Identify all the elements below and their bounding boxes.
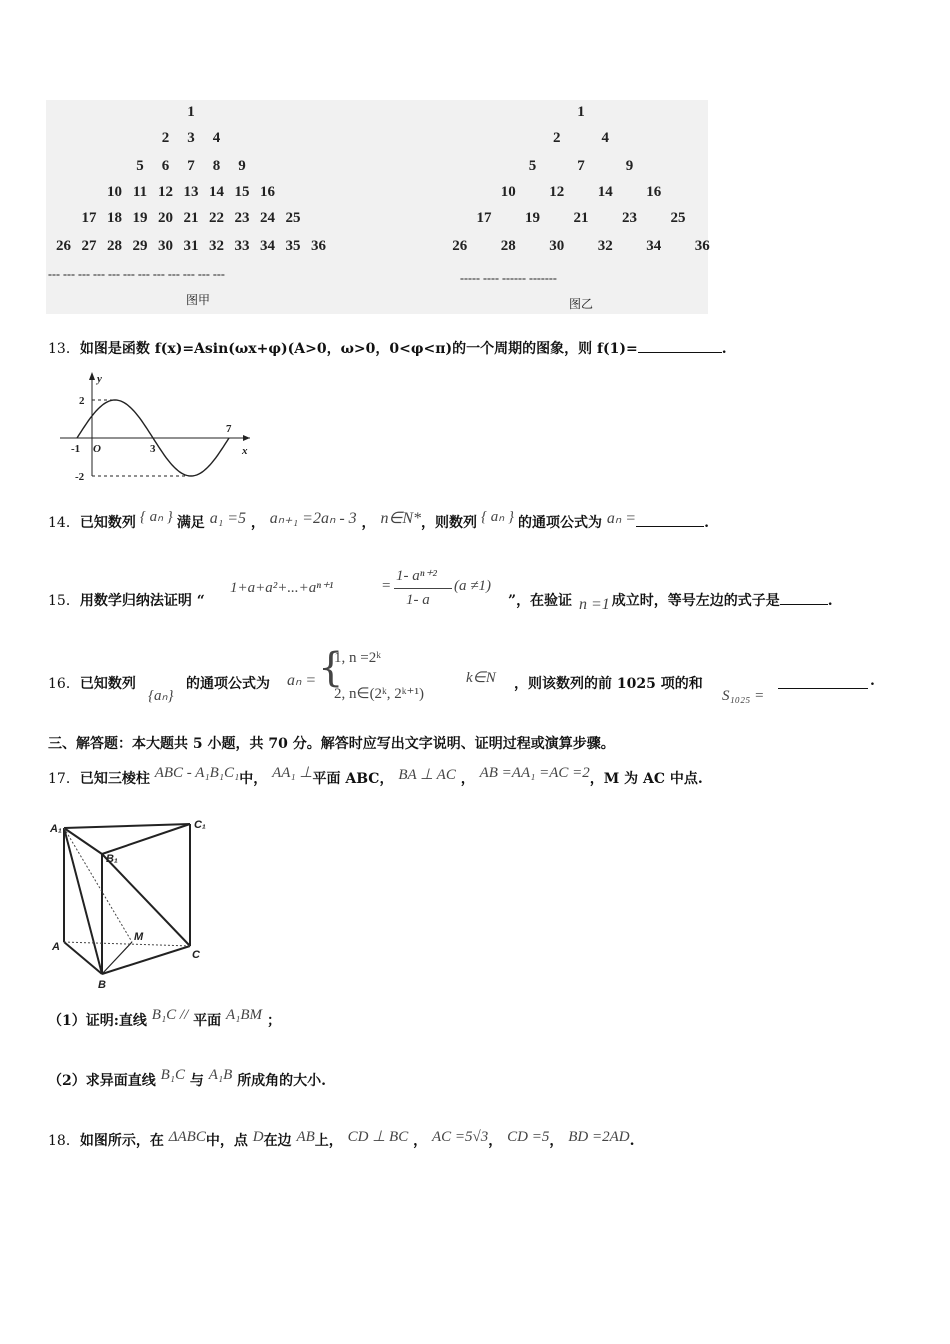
left-triangle-number: 34 (260, 238, 275, 254)
q13-function: f(x)=Asin(ωx+φ)(A>0，ω>0，0<φ<π) (154, 341, 453, 357)
q16-text3-wrap (514, 673, 703, 693)
q14-cond3: n∈N* (380, 510, 422, 527)
question-15: 15．用数学归纳法证明 “ (48, 593, 205, 609)
prism-vertex-label: A₁ (50, 823, 62, 835)
q17-p1-text: （1）证明:直线 (48, 1013, 147, 1029)
left-triangle-number: 12 (158, 184, 173, 200)
q17-p2-text: （2）求异面直线 (48, 1073, 156, 1089)
right-triangle-number: 9 (625, 158, 634, 174)
q18-cond1: CD ⊥ BC (347, 1129, 409, 1145)
right-triangle-number: 12 (549, 184, 565, 200)
q16-sequence: {aₙ} (148, 688, 174, 704)
q14-cond2: aₙ₊₁ =2aₙ - 3 (269, 510, 357, 527)
q17-p1-end: ； (266, 1013, 281, 1029)
prism-vertex-label: A (52, 941, 60, 953)
left-triangle-number: 20 (158, 210, 173, 226)
left-triangle-number: 10 (107, 184, 122, 200)
left-triangle-number: 32 (209, 238, 224, 254)
right-triangle-number: 36 (694, 238, 710, 254)
question-18: 18．如图所示，在 ΔABC中，点 D在边 AB上， CD ⊥ BC ， AC =5√3， CD =5， BD =2AD. (48, 1129, 635, 1149)
question-13 (48, 338, 727, 358)
left-triangle-number: 36 (311, 238, 326, 254)
q14-text1: 已知数列 (79, 515, 136, 531)
q16-an-label: aₙ = (287, 672, 317, 689)
q18-end: . (629, 1133, 635, 1149)
q17-p1-plane: A₁BM (226, 1007, 263, 1023)
left-triangle-number: 24 (260, 210, 275, 226)
right-triangle-number: 5 (528, 158, 537, 174)
left-triangle-number: 26 (56, 238, 71, 254)
right-triangle-number: 30 (549, 238, 565, 254)
q14-number: 14． (48, 515, 80, 531)
tick-label-y-2: 2 (79, 395, 85, 407)
left-triangle-number: 22 (209, 210, 224, 226)
q18-text4: 上， (314, 1133, 343, 1149)
q13-number: 13． (48, 341, 80, 357)
q13-ask: f(1)= (597, 341, 638, 357)
question-17: 17．已知三棱柱 ABC - A₁B₁C₁中， AA₁ ⊥平面 ABC， BA ⊥ AC ， AB =AA₁ =AC =2，M 为 AC 中点. (48, 765, 703, 787)
q16-k-in-n: k∈N (466, 670, 496, 686)
number-triangles-figure (46, 100, 708, 314)
q17-equation: AB =AA₁ =AC =2 (479, 765, 590, 781)
prism-vertex-label: C₁ (194, 819, 206, 831)
left-triangle-number: 18 (107, 210, 122, 226)
q15-text3: 成立时，等号左边的式子是 (611, 593, 780, 609)
left-triangle-number: 35 (285, 238, 301, 254)
left-triangle-number: 33 (234, 238, 250, 254)
q16-text3: ，则该数列的前 1025 项的和 (514, 676, 703, 692)
prism-figure (44, 814, 224, 990)
q13-end: . (721, 341, 727, 357)
q13-text2: 的一个周期的图象，则 (452, 341, 597, 357)
q18-point-d: D (252, 1129, 264, 1145)
q14-answer-blank (636, 526, 704, 527)
q14-sequence-2: { aₙ } (481, 509, 515, 525)
q16-brace: { (318, 645, 344, 691)
q18-edge-ab: AB (296, 1129, 315, 1145)
q16-answer-blank (778, 672, 868, 689)
right-triangle-number: 19 (525, 210, 540, 226)
number-triangles-svg (46, 100, 708, 314)
left-triangle-number: 16 (260, 184, 275, 200)
left-triangle-number: 13 (183, 184, 199, 200)
left-triangle-number: 29 (132, 238, 148, 254)
y-axis-arrow (89, 372, 95, 380)
q17-p2-end: 所成角的大小. (237, 1073, 327, 1089)
q15-answer-blank (780, 604, 828, 605)
right-triangle-number: 1 (577, 104, 585, 120)
q18-text3: 在边 (263, 1133, 292, 1149)
question-16 (48, 673, 136, 693)
right-triangle-caption: 图乙 (568, 297, 594, 311)
right-triangle-number: 16 (646, 184, 662, 200)
right-triangle-number: 25 (670, 210, 686, 226)
x-axis-arrow (243, 435, 250, 441)
q17-p2-line2: A₁B (208, 1067, 233, 1083)
right-triangle-number: 7 (577, 158, 585, 174)
right-triangle-number: 28 (500, 238, 516, 254)
q17-p1-plane-text: 平面 (193, 1013, 222, 1029)
q15-end: . (827, 593, 833, 609)
q15-equals: = (382, 578, 391, 594)
right-triangle-number: 32 (597, 238, 613, 254)
left-triangle-number: 8 (212, 158, 221, 174)
tick-label-x-3: 3 (150, 443, 156, 455)
left-triangle-number: 1 (187, 104, 195, 120)
q15-number: 15． (48, 593, 80, 609)
left-triangle-number: 25 (285, 210, 301, 226)
q18-cond3: CD =5 (507, 1129, 550, 1145)
q14-text4: 的通项公式为 (518, 515, 603, 531)
right-triangle-number: 14 (597, 184, 613, 200)
q15-text2: ，在验证 (516, 593, 573, 609)
q14-text3: ，则数列 (421, 515, 478, 531)
left-triangle-number: 17 (81, 210, 97, 226)
prism-vertex-label: B₁ (106, 853, 118, 865)
edge-b1c1 (102, 824, 190, 854)
left-triangle-number: 21 (183, 210, 199, 226)
q16-text2-wrap (186, 673, 270, 693)
q13-answer-blank (638, 352, 722, 353)
left-triangle-number: 28 (107, 238, 122, 254)
q15-lhs: 1+a+a²+...+aⁿ⁺¹ (230, 580, 334, 596)
q15-condition: (a ≠1) (454, 578, 491, 594)
q15-n-equals-1: n =1 (578, 596, 610, 613)
tick-label-x-7: 7 (226, 423, 232, 435)
edge-ac-hidden (64, 942, 190, 946)
q14-cond1: a₁ =5 (209, 510, 247, 527)
right-triangle-number: 2 (553, 130, 561, 146)
q17-text4: ，M 为 AC 中点. (589, 771, 703, 787)
left-triangle-number: 2 (161, 130, 170, 146)
right-triangle-number: 34 (646, 238, 662, 254)
q17-prism: ABC - A₁B₁C₁ (154, 765, 240, 781)
q17-text2: 中， (239, 771, 268, 787)
q16-case2: 2, n∈(2ᵏ, 2ᵏ⁺¹) (334, 686, 424, 702)
question-14: 14．已知数列 { aₙ } 满足 a₁ =5 ， aₙ₊₁ =2aₙ - 3 ， n∈N*，则数列 { aₙ } 的通项公式为 aₙ = . (48, 509, 709, 531)
section-3-heading: 三、解答题：本大题共 5 小题，共 70 分。解答时应写出文字说明、证明过程或演算步骤。 (48, 736, 615, 752)
prism-vertex-label: M (134, 931, 144, 943)
q18-cond4: BD =2AD (568, 1129, 630, 1145)
q15-fraction-bar (394, 588, 452, 589)
q17-text3: 平面 ABC， (312, 771, 394, 787)
q18-cond2: AC =5√3 (431, 1129, 489, 1145)
q14-sequence: { aₙ } (139, 509, 173, 525)
right-triangle-number: 26 (452, 238, 468, 254)
q16-number: 16． (48, 676, 80, 692)
right-triangle-number: 17 (476, 210, 492, 226)
left-triangle-number: 27 (81, 238, 97, 254)
left-triangle-number: 23 (234, 210, 250, 226)
left-triangle-number: 3 (187, 130, 195, 146)
sine-graph (55, 366, 255, 483)
q17-part2 (48, 1067, 327, 1090)
x-axis-label: x (242, 445, 248, 457)
left-triangle-number: 4 (212, 130, 221, 146)
prism-vertex-label: C (192, 949, 200, 961)
y-axis-label: y (97, 373, 102, 385)
q15-denominator: 1- a (406, 592, 430, 608)
right-triangle-number: 21 (573, 210, 589, 226)
edge-a1c1 (64, 824, 190, 828)
q18-text2: 中，点 (205, 1133, 248, 1149)
q18-number: 18． (48, 1133, 80, 1149)
q17-text1: 已知三棱柱 (79, 771, 150, 787)
left-triangle-number: 5 (136, 158, 144, 174)
tick-label-x-neg1: -1 (71, 443, 81, 455)
q17-part1 (48, 1007, 281, 1030)
left-triangle-number: 15 (234, 184, 250, 200)
left-triangle-number: 19 (132, 210, 148, 226)
q15-numerator: 1- aⁿ⁺² (396, 568, 437, 584)
q16-text2: 的通项公式为 (186, 676, 270, 692)
right-triangle-number: 4 (601, 130, 609, 146)
left-triangle-number: 31 (183, 238, 199, 254)
q14-text2: 满足 (176, 515, 205, 531)
right-triangle-dots: ----- ---- ------ ------- (460, 271, 557, 285)
q17-p1-line: B₁C // (151, 1007, 189, 1023)
right-triangle-number: 10 (500, 184, 516, 200)
edge-b1c (102, 854, 190, 946)
q17-p2-line1: B₁C (160, 1067, 186, 1083)
right-triangle-number: 23 (622, 210, 637, 226)
tick-label-y-neg2: -2 (75, 471, 85, 483)
q16-sum-label: S₁₀₂₅ = (722, 688, 765, 704)
q14-end: . (704, 515, 709, 531)
edge-a1m-hidden (64, 828, 132, 942)
left-triangle-caption: 图甲 (185, 293, 211, 307)
left-triangle-dots: --- --- --- --- --- --- --- --- --- --- --- --- (48, 267, 225, 281)
q13-text1: 如图是函数 (79, 341, 155, 357)
left-triangle-number: 30 (158, 238, 173, 254)
q17-perp2: BA ⊥ AC (398, 767, 456, 783)
question-15-tail: ”，在验证 n =1 成立时，等号左边的式子是 . (508, 593, 833, 613)
edge-ab (64, 942, 102, 974)
q18-triangle: ΔABC (168, 1129, 206, 1145)
q17-p2-and: 与 (189, 1073, 204, 1089)
left-triangle-number: 7 (187, 158, 195, 174)
q15-text1: 用数学归纳法证明 (79, 593, 192, 609)
q17-perp1: AA₁ ⊥ (272, 765, 313, 781)
q18-text1: 如图所示，在 (79, 1133, 164, 1149)
left-triangle-number: 6 (161, 158, 170, 174)
left-triangle-number: 9 (238, 158, 246, 174)
q16-end: . (870, 673, 875, 689)
q14-answer-label: aₙ = (606, 510, 637, 527)
q16-case1: 1, n =2ᵏ (334, 650, 381, 666)
left-triangle-number: 14 (209, 184, 224, 200)
q17-number: 17． (48, 771, 80, 787)
q16-text1: 已知数列 (79, 676, 136, 692)
left-triangle-number: 11 (132, 184, 148, 200)
prism-vertex-label: B (98, 979, 106, 991)
origin-label: O (93, 443, 101, 455)
